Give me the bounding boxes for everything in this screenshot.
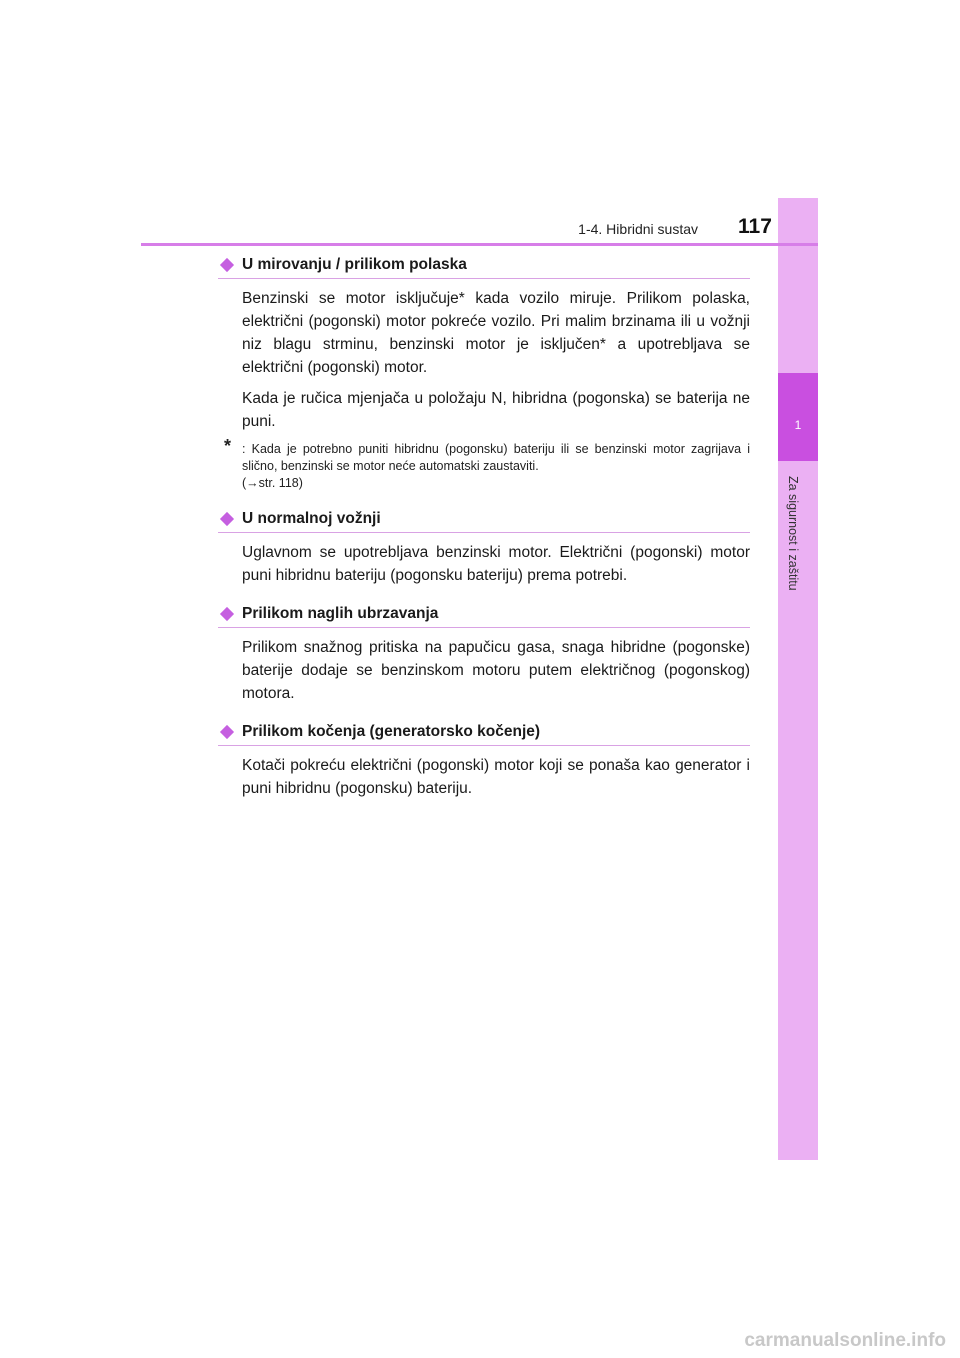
paragraph: Benzinski se motor isključuje* kada vozilo miruje. Prilikom polaska, električni (pogonski) motor pokreće vozilo. Pri malim brzinama ili u vožnji niz blagu strminu, benzinski motor je isključen* a upotrebljava se električni (pogonski) motor. [242, 290, 750, 376]
section-heading [218, 719, 750, 746]
side-tab-number: 1 [794, 418, 802, 432]
section-heading [218, 252, 750, 279]
section-heading-text: U mirovanju / prilikom polaska [242, 256, 467, 273]
footnote [218, 436, 750, 492]
paragraph: Kotači pokreću električni (pogonski) motor koji se ponaša kao generator i puni hibridnu (pogonsku) bateriju. [242, 757, 750, 797]
section-heading-text: Prilikom kočenja (generatorsko kočenje) [242, 723, 541, 740]
footnote-page-reference: (→str. 118) [242, 476, 303, 490]
section-heading [218, 601, 750, 628]
diamond-icon [220, 512, 234, 526]
paragraph: Prilikom snažnog pritiska na papučicu gasa, snaga hibridne (pogonske) baterije dodaje se benzinskom motoru putem električnog (pogonskog) motora. [242, 639, 750, 702]
page-content [218, 252, 750, 800]
side-tab-label: Za sigurnost i zaštitu [786, 476, 800, 591]
header-rule [141, 243, 818, 246]
side-tab [778, 198, 818, 1160]
diamond-icon [220, 607, 234, 621]
footnote-text: : Kada je potrebno puniti hibridnu (pogonsku) bateriju ili se benzinski motor zagrijava i slično, benzinski se motor neće automatski zaustaviti. [242, 442, 750, 473]
diamond-icon [220, 725, 234, 739]
section-heading [218, 506, 750, 533]
watermark: carmanualsonline.info [744, 1330, 946, 1351]
paragraph: Kada je ručica mjenjača u položaju N, hibridna (pogonska) se baterija ne puni. [242, 390, 750, 430]
page-number: 117 [738, 215, 772, 238]
side-tab-marker [778, 373, 818, 461]
section-heading-text: Prilikom naglih ubrzavanja [242, 605, 439, 622]
header-section-title: 1-4. Hibridni sustav [578, 221, 698, 237]
section-heading-text: U normalnoj vožnji [242, 510, 381, 527]
footnote-asterisk: * [224, 436, 232, 456]
diamond-icon [220, 258, 234, 272]
paragraph: Uglavnom se upotrebljava benzinski motor. Električni (pogonski) motor puni hibridnu bateriju (pogonsku bateriju) prema potrebi. [242, 544, 750, 584]
